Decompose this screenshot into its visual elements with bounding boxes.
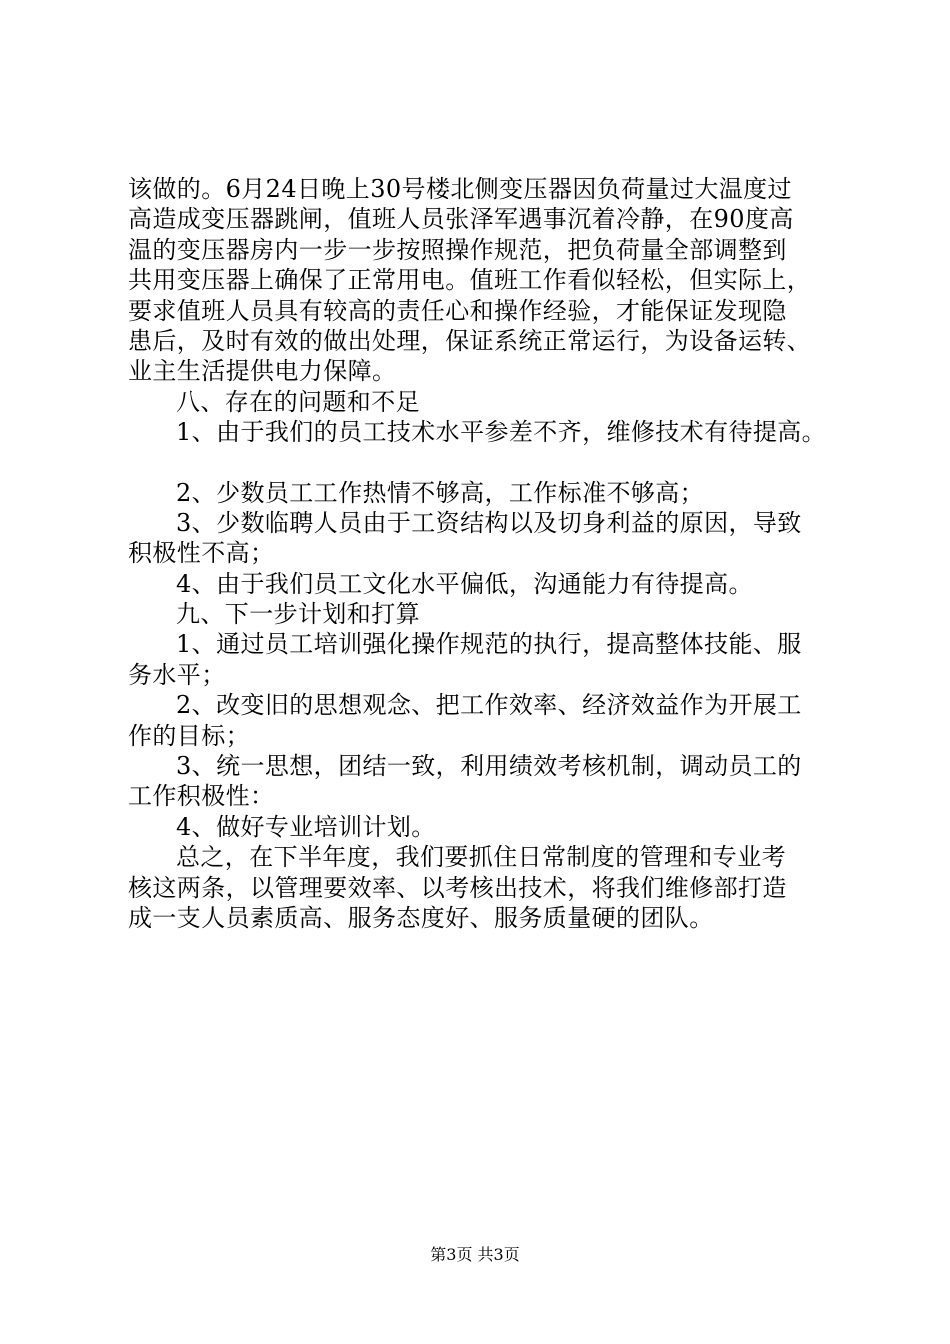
text-line: 总之，在下半年度，我们要抓住日常制度的管理和专业考 — [176, 843, 786, 872]
text-line: 2、改变旧的思想观念、把工作效率、经济效益作为开展工 — [176, 691, 802, 720]
paragraph — [128, 417, 840, 447]
text-line: 4、由于我们员工文化水平偏低，沟通能力有待提高。 — [176, 569, 753, 598]
text-line: 积极性不高； — [128, 539, 275, 568]
paragraph — [128, 599, 840, 629]
text-line: 该做的。6月24日晚上30号楼北侧变压器因负荷量过大温度过 — [128, 175, 792, 203]
text-line: 高造成变压器跳闸，值班人员张泽军遇事沉着冷静，在90度高 — [128, 205, 794, 234]
text-line: 业主生活提供电力保障。 — [128, 357, 397, 386]
text-line: 3、少数临聘人员由于工资结构以及切身利益的原因，导致 — [176, 508, 802, 537]
text-line: 八、存在的问题和不足 — [176, 387, 420, 416]
text-line: 核这两条，以管理要效率、以考核出技术，将我们维修部打造 — [128, 873, 787, 902]
text-line: 3、统一思想，团结一致，利用绩效考核机制，调动员工的 — [176, 752, 802, 781]
paragraph — [128, 569, 840, 599]
text-line: 工作积极性： — [128, 782, 275, 811]
paragraph — [128, 174, 840, 387]
text-line: 1、通过员工培训强化操作规范的执行，提高整体技能、服 — [176, 630, 802, 659]
paragraph — [128, 508, 840, 569]
text-line: 温的变压器房内一步一步按照操作规范，把负荷量全部调整到 — [128, 235, 787, 264]
text-line: 务水平； — [128, 660, 226, 689]
text-line: 要求值班人员具有较高的责任心和操作经验，才能保证发现隐 — [128, 296, 787, 325]
paragraph-gap — [128, 448, 840, 478]
document-body — [128, 174, 840, 933]
paragraph — [128, 629, 840, 690]
text-line: 成一支人员素质高、服务态度好、服务质量硬的团队。 — [128, 903, 714, 932]
text-line: 患后，及时有效的做出处理，保证系统正常运行，为设备运转、 — [128, 326, 812, 355]
paragraph — [128, 690, 840, 751]
paragraph — [128, 842, 840, 933]
text-line: 共用变压器上确保了正常用电。值班工作看似轻松，但实际上， — [128, 266, 812, 295]
paragraph — [128, 751, 840, 812]
text-line: 作的目标； — [128, 721, 250, 750]
text-line: 2、少数员工工作热情不够高，工作标准不够高； — [176, 478, 705, 507]
text-line: 九、下一步计划和打算 — [176, 600, 420, 629]
paragraph — [128, 387, 840, 417]
text-line: 1、由于我们的员工技术水平参差不齐，维修技术有待提高。 — [176, 418, 827, 447]
page-footer: 第3页 共3页 — [430, 1245, 520, 1264]
text-line: 4、做好专业培训计划。 — [176, 812, 436, 841]
paragraph — [128, 478, 840, 508]
paragraph — [128, 812, 840, 842]
